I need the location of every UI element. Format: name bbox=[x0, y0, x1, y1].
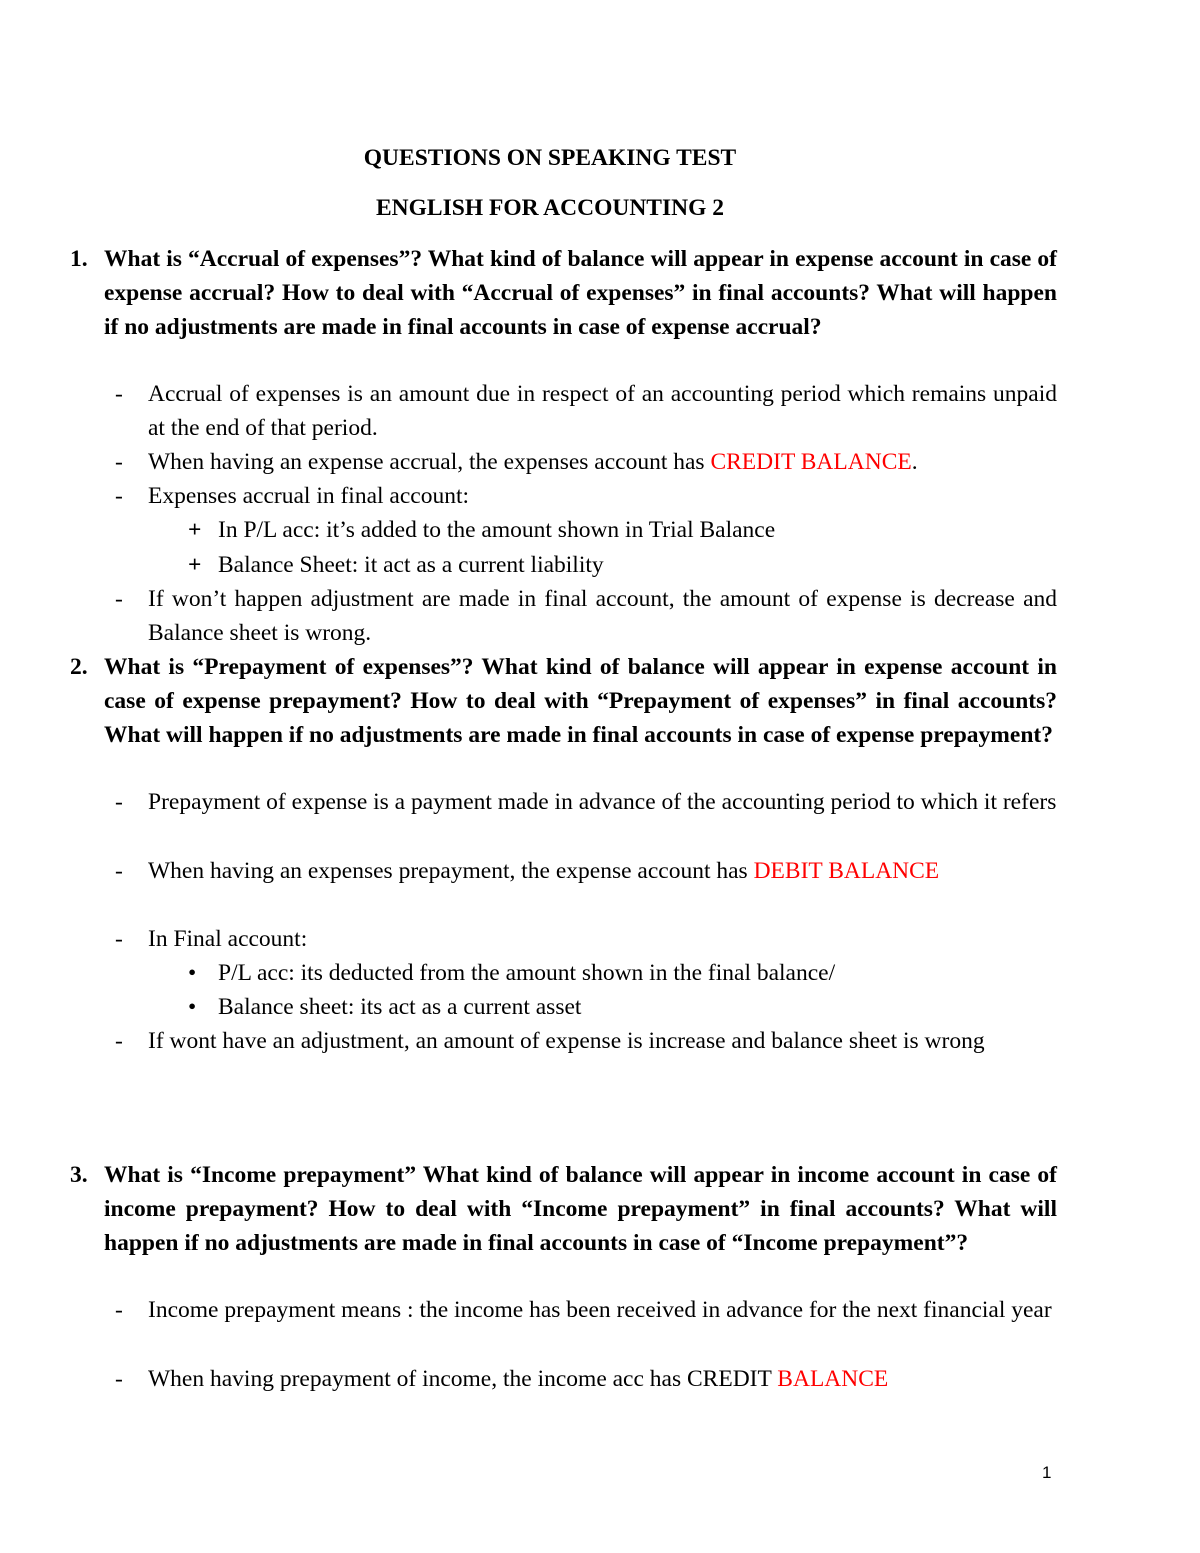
q3-answer-1-text: Income prepayment means : the income has been received in advance for the next financial year bbox=[148, 1297, 1052, 1323]
question-2-text: What is “Prepayment of expenses”? What kind of balance will appear in expense account in case of expense prepayment? How to deal with “Prepayment of expenses” in final accounts? What will happen if no adjustments are made in final accounts in case of expense prepayment? bbox=[104, 654, 1057, 748]
dash-marker: - bbox=[115, 1028, 123, 1054]
question-1 bbox=[70, 242, 1057, 344]
question-3-number: 3. bbox=[70, 1162, 88, 1188]
dash-marker: - bbox=[115, 381, 123, 407]
q1-answer-4 bbox=[115, 582, 1057, 650]
page-number: 1 bbox=[1042, 1463, 1052, 1482]
question-2 bbox=[70, 650, 1057, 752]
dash-marker: - bbox=[115, 483, 123, 509]
q2-answer-4 bbox=[115, 1024, 1057, 1058]
q1-sub-item-2-text: Balance Sheet: it act as a current liability bbox=[218, 552, 604, 578]
document-subtitle: ENGLISH FOR ACCOUNTING 2 bbox=[376, 195, 724, 221]
q1-answer-2-end: . bbox=[911, 449, 918, 475]
dash-marker: - bbox=[115, 586, 123, 612]
q2-answer-2-text: When having an expenses prepayment, the expense account has bbox=[148, 858, 754, 884]
q1-answer-3-text: Expenses accrual in final account: bbox=[148, 483, 470, 509]
q1-answer-2-text: When having an expense accrual, the expenses account has bbox=[148, 449, 711, 475]
question-3 bbox=[70, 1158, 1057, 1260]
q2-answer-2 bbox=[115, 854, 1057, 888]
q2-sub-item-1 bbox=[188, 956, 1057, 990]
q3-answer-1 bbox=[115, 1293, 1057, 1327]
q2-sub-item-2-text: Balance sheet: its act as a current asset bbox=[218, 994, 582, 1020]
q1-sub-item-1-text: In P/L acc: it’s added to the amount shown in Trial Balance bbox=[218, 517, 776, 543]
q2-answer-1-text: Prepayment of expense is a payment made in advance of the accounting period to which it refers bbox=[148, 789, 1057, 815]
document-title: QUESTIONS ON SPEAKING TEST bbox=[363, 145, 737, 171]
dash-marker: - bbox=[115, 449, 123, 475]
question-1-number: 1. bbox=[70, 246, 88, 272]
question-3-text: What is “Income prepayment” What kind of balance will appear in income account in case of income prepayment? How to deal with “Income prepayment” in final accounts? What will happen if no adjustments are made in final accounts in case of “Income prepayment”? bbox=[104, 1162, 1057, 1256]
dash-marker: - bbox=[115, 789, 123, 815]
bullet-marker: • bbox=[188, 960, 197, 986]
q1-answer-1-text: Accrual of expenses is an amount due in respect of an accounting period which remains unpaid at the end of that period. bbox=[148, 381, 1057, 441]
balance-highlight: BALANCE bbox=[777, 1366, 889, 1392]
q1-sub-item-2 bbox=[188, 548, 1057, 582]
q2-answer-3 bbox=[115, 922, 1057, 956]
q2-sub-item-1-text: P/L acc: its deducted from the amount shown in the final balance/ bbox=[218, 960, 836, 986]
dash-marker: - bbox=[115, 858, 123, 884]
q1-answer-4-text: If won’t happen adjustment are made in final account, the amount of expense is decrease and Balance sheet is wrong. bbox=[148, 586, 1057, 646]
plus-marker: + bbox=[188, 517, 202, 543]
q2-sub-item-2 bbox=[188, 990, 1057, 1024]
q2-answer-1 bbox=[115, 785, 1057, 819]
q1-sub-item-1 bbox=[188, 513, 1057, 547]
q3-answer-2 bbox=[115, 1362, 1057, 1396]
bullet-marker: • bbox=[188, 994, 197, 1020]
q1-answer-1 bbox=[115, 377, 1057, 445]
q2-answer-3-text: In Final account: bbox=[148, 926, 308, 952]
credit-balance-highlight: CREDIT BALANCE bbox=[710, 449, 912, 475]
debit-balance-highlight: DEBIT BALANCE bbox=[753, 858, 940, 884]
dash-marker: - bbox=[115, 1297, 123, 1323]
question-1-text: What is “Accrual of expenses”? What kind of balance will appear in expense account in case of expense accrual? How to deal with “Accrual of expenses” in final accounts? What will happen if no adjustments are made in final accounts in case of expense accrual? bbox=[104, 246, 1057, 340]
q1-answer-3 bbox=[115, 479, 1057, 513]
dash-marker: - bbox=[115, 1366, 123, 1392]
dash-marker: - bbox=[115, 926, 123, 952]
plus-marker: + bbox=[188, 552, 202, 578]
question-2-number: 2. bbox=[70, 654, 88, 680]
q1-answer-2 bbox=[115, 445, 1057, 479]
q3-answer-2-text: When having prepayment of income, the income acc has CREDIT bbox=[148, 1366, 778, 1392]
q2-answer-4-text: If wont have an adjustment, an amount of expense is increase and balance sheet is wrong bbox=[148, 1028, 985, 1054]
